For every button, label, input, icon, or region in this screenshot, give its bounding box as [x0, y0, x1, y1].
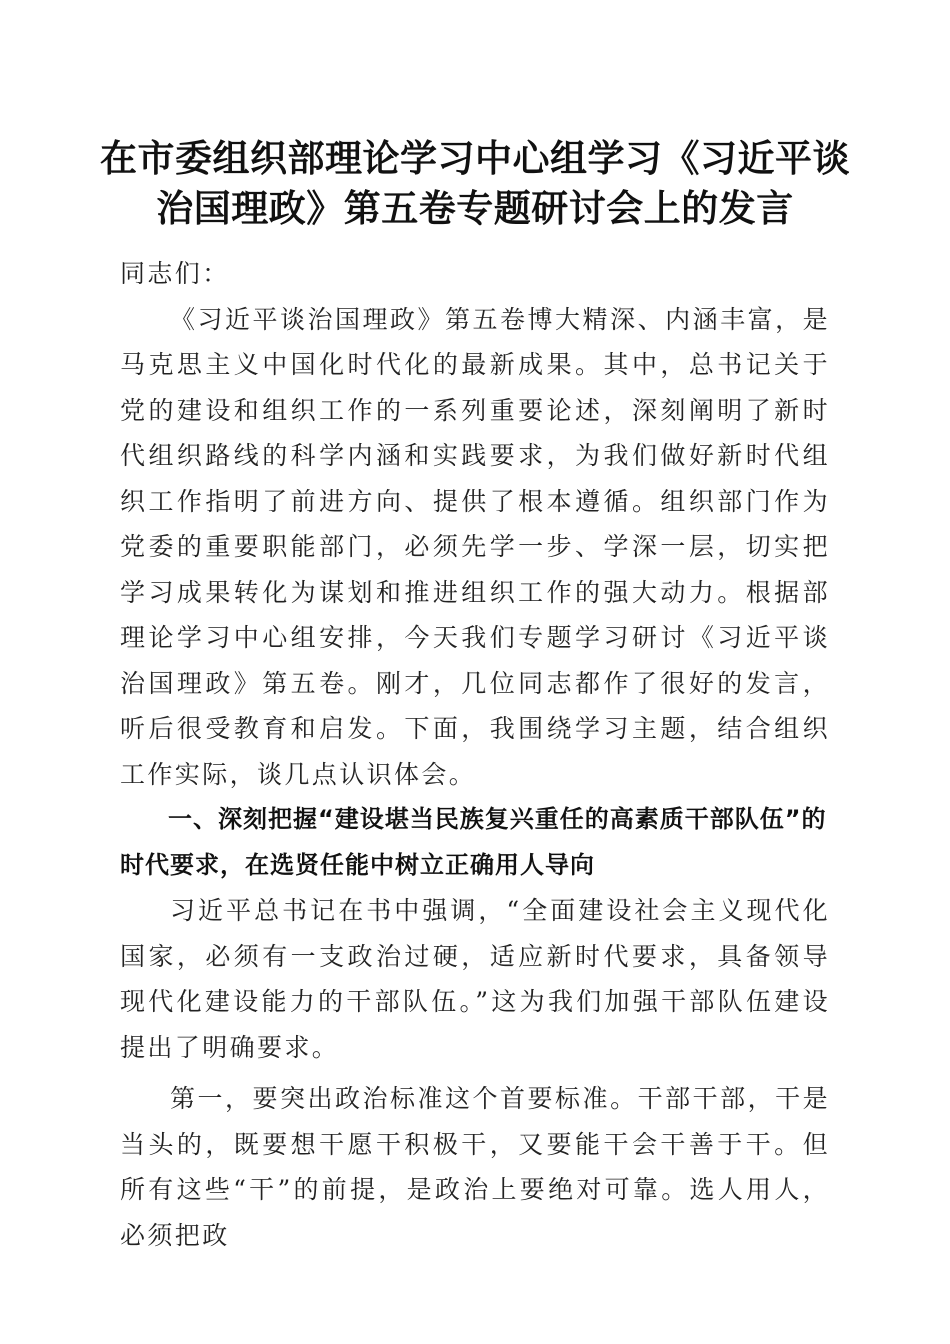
- document-body: [120, 251, 830, 1258]
- section-1-heading: 一、深刻把握“建设堪当民族复兴重任的高素质干部队伍”的时代要求，在选贤任能中树立正确用人导向: [120, 805, 827, 879]
- document-title: [100, 133, 850, 233]
- title-line-2: 治国理政》第五卷专题研讨会上的发言: [156, 186, 794, 230]
- section-1-paragraph-2: 第一，要突出政治标准这个首要标准。干部干部，干是当头的，既要想干愿干积极干，又要能干会干善于干。但所有这些“干”的前提，是政治上要绝对可靠。选人用人，必须把政: [120, 1084, 830, 1250]
- title-line-1: 在市委组织部理论学习中心组学习《习近平谈: [100, 136, 850, 180]
- salutation: 同志们：: [120, 259, 230, 288]
- intro-paragraph: 《习近平谈治国理政》第五卷博大精深、内涵丰富，是马克思主义中国化时代化的最新成果。其中，总书记关于党的建设和组织工作的一系列重要论述，深刻阐明了新时代组织路线的科学内涵和实践要求，为我们做好新时代组织工作指明了前进方向、提供了根本遵循。组织部门作为党委的重要职能部门，必须先学一步、学深一层，切实把学习成果转化为谋划和推进组织工作的强大动力。根据部理论学习中心组安排，今天我们专题学习研讨《习近平谈治国理政》第五卷。刚才，几位同志都作了很好的发言，听后很受教育和启发。下面，我围绕学习主题，结合组织工作实际，谈几点认识体会。: [120, 304, 830, 789]
- section-1-paragraph-1: 习近平总书记在书中强调，“全面建设社会主义现代化国家，必须有一支政治过硬，适应新时代要求，具备领导现代化建设能力的干部队伍。”这为我们加强干部队伍建设提出了明确要求。: [120, 896, 830, 1062]
